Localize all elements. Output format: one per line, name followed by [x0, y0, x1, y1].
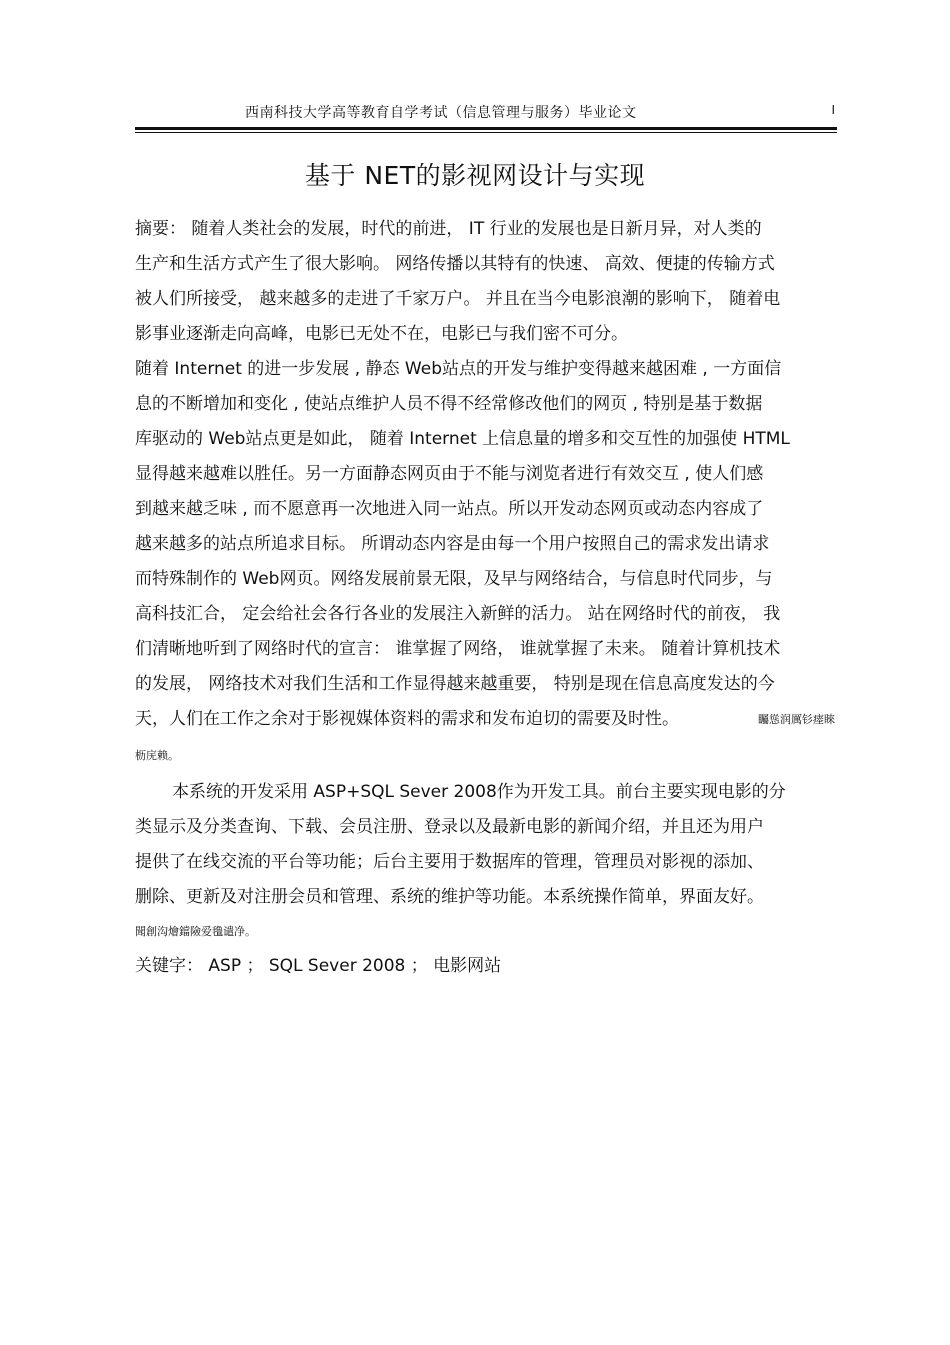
abstract-line: 随着 Internet 的进一步发展 , 静态 Web站点的开发与维护变得越来越困难 , 一方面信 — [135, 359, 782, 379]
keywords-line: 关键字： ASP ； SQL Sever 2008 ； 电影网站 — [135, 956, 502, 976]
abstract-line: 摘要： 随着人类社会的发展，时代的前进， IT 行业的发展也是日新月异，对人类的 — [135, 219, 762, 239]
abstract-note-b: 枥庑赖。 — [135, 749, 179, 762]
header-title: 西南科技大学高等教育自学考试（信息管理与服务）毕业论文 — [245, 105, 637, 121]
header-rule-thin — [135, 132, 837, 133]
abstract-line: 显得越来越难以胜任。另一方面静态网页由于不能与浏览者进行有效交互 , 使人们感 — [135, 464, 764, 484]
abstract-line: 息的不断增加和变化 , 使站点维护人员不得不经常修改他们的网页 , 特别是基于数据 — [135, 394, 763, 414]
system-line: 删除、更新及对注册会员和管理、系统的维护等功能。本系统操作简单，界面友好。 — [135, 887, 764, 907]
abstract-line: 库驱动的 Web站点更是如此， 随着 Internet 上信息量的增多和交互性的加强使 HTML — [135, 429, 790, 449]
header-rule-thick — [135, 127, 837, 130]
abstract-line: 影事业逐渐走向高峰，电影已无处不在，电影已与我们密不可分。 — [135, 324, 628, 344]
system-line: 本系统的开发采用 ASP+SQL Sever 2008作为开发工具。前台主要实现电影的分 — [172, 782, 786, 802]
document-title: 基于 NET的影视网设计与实现 — [304, 161, 646, 190]
abstract-note-a: 矚慫润厲钐瘗睞 — [758, 713, 835, 726]
abstract-line: 而特殊制作的 Web网页。网络发展前景无限，及早与网络结合，与信息时代同步，与 — [135, 569, 773, 589]
abstract-line: 们清晰地听到了网络时代的宣言： 谁掌握了网络， 谁就掌握了未来。 随着计算机技术 — [135, 639, 781, 659]
abstract-line: 的发展， 网络技术对我们生活和工作显得越来越重要， 特别是现在信息高度发达的今 — [135, 674, 775, 694]
abstract-line: 到越来越乏味 , 而不愿意再一次地进入同一站点。所以开发动态网页或动态内容成了 — [135, 499, 764, 519]
page-header — [135, 98, 837, 122]
system-line: 提供了在线交流的平台等功能；后台主要用于数据库的管理，管理员对影视的添加、 — [135, 852, 764, 872]
system-note: 聞創沟燴鐺險爱氇谴净。 — [135, 925, 256, 938]
system-line: 类显示及分类查询、下载、会员注册、登录以及最新电影的新闻介绍，并且还为用户 — [135, 817, 764, 837]
abstract-line-text: 天，人们在工作之余对于影视媒体资料的需求和发布迫切的需要及时性。 — [135, 709, 679, 729]
abstract-line: 高科技汇合， 定会给社会各行各业的发展注入新鲜的活力。 站在网络时代的前夜， 我 — [135, 604, 781, 624]
abstract-line: 越来越多的站点所追求目标。 所谓动态内容是由每一个用户按照自己的需求发出请求 — [135, 534, 770, 554]
header-page-number: I — [831, 103, 835, 117]
abstract-line: 被人们所接受， 越来越多的走进了千家万户。 并且在当今电影浪潮的影响下， 随着电 — [135, 289, 781, 309]
abstract-line: 生产和生活方式产生了很大影响。 网络传播以其特有的快速、 高效、便捷的传输方式 — [135, 254, 775, 274]
document-body — [135, 212, 835, 984]
abstract-line-last — [135, 702, 835, 737]
